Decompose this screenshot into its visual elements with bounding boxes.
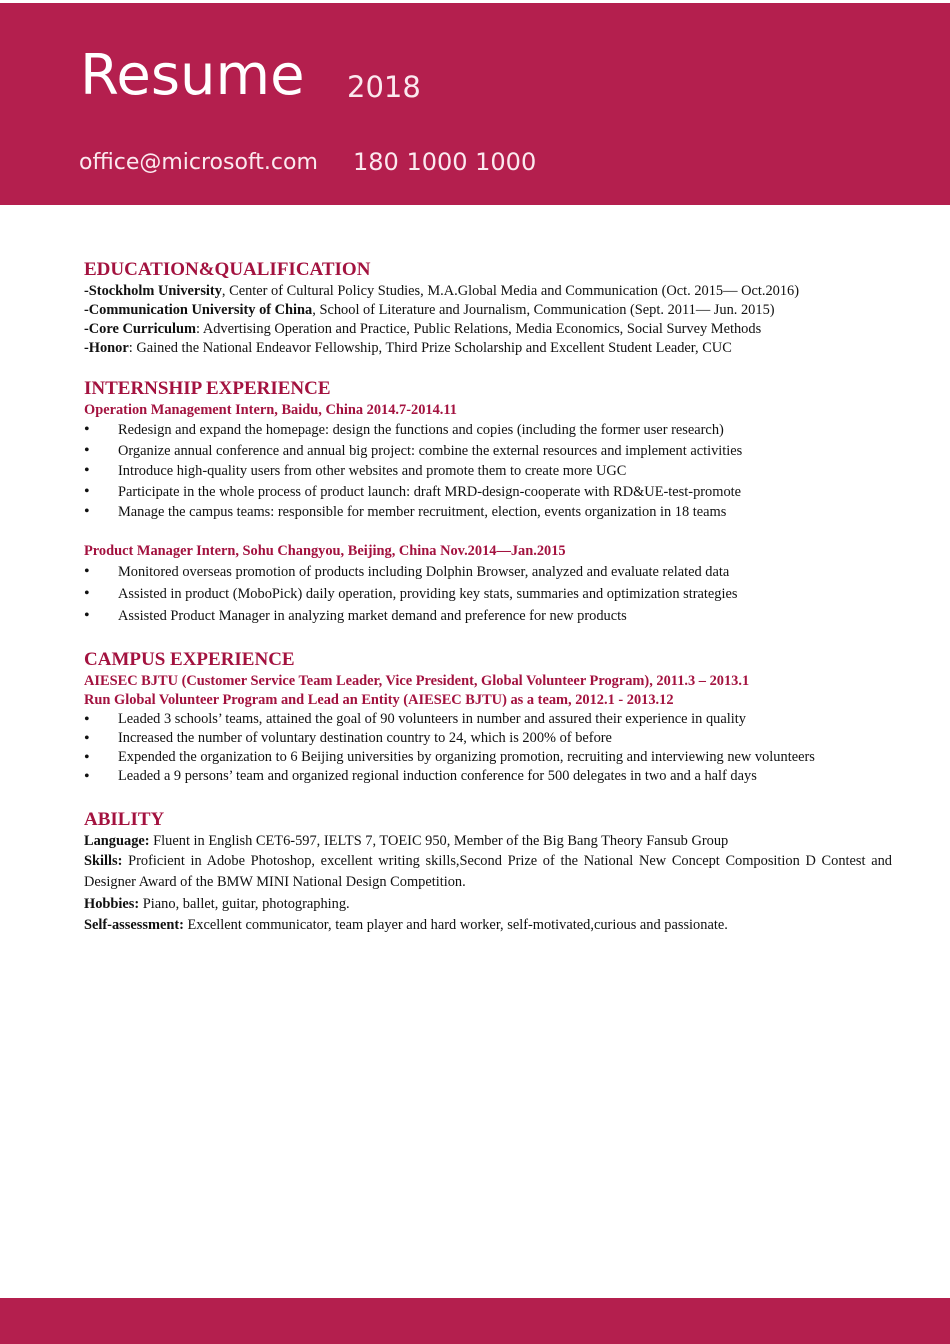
- page-title: Resume: [80, 43, 305, 108]
- list-item: • Expended the organization to 6 Beijing universities by organizing promotion, recruiting and interviewing new volunteers: [84, 748, 892, 767]
- ability-hobbies: [84, 894, 892, 916]
- list-item: • Leaded a 9 persons’ team and organized regional induction conference for 500 delegates in two and a half days: [84, 767, 892, 786]
- education-section: [84, 258, 892, 358]
- campus-bullets: [84, 710, 892, 786]
- ability-text: Proficient in Adobe Photoshop, excellent writing skills,Second Prize of the National New Concept Composition D Contest and Designer Award of the BMW MINI National Design Competition.: [84, 852, 892, 890]
- internship-section: [84, 377, 892, 627]
- education-line-label: -Communication University of China: [84, 302, 313, 318]
- internship-heading: INTERNSHIP EXPERIENCE: [84, 378, 331, 399]
- campus-title: AIESEC BJTU (Customer Service Team Leader, Vice President, Global Volunteer Program), 2011.3 – 2013.1: [84, 672, 750, 689]
- list-item: • Redesign and expand the homepage: design the functions and copies (including the former user research): [84, 420, 892, 441]
- job-title-sohu: Product Manager Intern, Sohu Changyou, Beijing, China Nov.2014—Jan.2015: [84, 542, 566, 559]
- ability-label: Skills:: [84, 852, 123, 869]
- campus-section: [84, 648, 892, 786]
- education-line: [84, 320, 892, 339]
- contact-email: office@microsoft.com: [79, 150, 318, 175]
- header-band: [0, 3, 950, 205]
- list-item: • Increased the number of voluntary destination country to 24, which is 200% of before: [84, 729, 892, 748]
- list-item: • Participate in the whole process of product launch: draft MRD-design-cooperate with RD&UE-test-promote: [84, 482, 892, 503]
- ability-section: [84, 808, 892, 937]
- list-item: • Leaded 3 schools’ teams, attained the goal of 90 volunteers in number and assured their experience in quality: [84, 710, 892, 729]
- list-item: • Organize annual conference and annual big project: combine the external resources and implement activities: [84, 441, 892, 462]
- ability-label: Language:: [84, 832, 150, 849]
- list-item: • Monitored overseas promotion of products including Dolphin Browser, analyzed and evaluate related data: [84, 561, 892, 583]
- resume-body: [84, 258, 892, 937]
- job-bullets-sohu: [84, 561, 892, 627]
- list-item: • Introduce high-quality users from other websites and promote them to create more UGC: [84, 461, 892, 482]
- education-line: [84, 301, 892, 320]
- contact-phone: 180 1000 1000: [353, 148, 537, 176]
- list-item: • Assisted in product (MoboPick) daily operation, providing key stats, summaries and optimization strategies: [84, 583, 892, 605]
- education-line-text: : Gained the National Endeavor Fellowship, Third Prize Scholarship and Excellent Student Leader, CUC: [128, 340, 732, 356]
- education-line-text: , School of Literature and Journalism, Communication (Sept. 2011— Jun. 2015): [312, 302, 775, 318]
- job-bullets-baidu: [84, 420, 892, 523]
- footer-band: [0, 1298, 950, 1344]
- ability-heading: ABILITY: [84, 808, 165, 830]
- ability-text: Excellent communicator, team player and hard worker, self-motivated,curious and passionate.: [183, 917, 728, 933]
- education-line: [84, 282, 892, 301]
- education-line-label: -Stockholm University: [84, 283, 222, 299]
- education-line-text: , Center of Cultural Policy Studies, M.A.Global Media and Communication (Oct. 2015— Oct.2016): [221, 283, 800, 299]
- education-heading: EDUCATION&QUALIFICATION: [84, 259, 371, 280]
- education-line-label: -Honor: [84, 340, 129, 356]
- ability-label: Self-assessment:: [84, 917, 184, 933]
- education-line-label: -Core Curriculum: [84, 321, 197, 337]
- ability-self-assessment: [84, 915, 892, 937]
- list-item: • Manage the campus teams: responsible for member recruitment, election, events organization in 18 teams: [84, 502, 892, 523]
- campus-title: Run Global Volunteer Program and Lead an Entity (AIESEC BJTU) as a team, 2012.1 - 2013.12: [84, 691, 674, 708]
- list-item: • Assisted Product Manager in analyzing market demand and preference for new products: [84, 605, 892, 627]
- ability-label: Hobbies:: [84, 895, 140, 912]
- education-line-text: : Advertising Operation and Practice, Public Relations, Media Economics, Social Survey Methods: [196, 321, 762, 337]
- job-title-baidu: Operation Management Intern, Baidu, China 2014.7-2014.11: [84, 402, 457, 418]
- campus-heading: CAMPUS EXPERIENCE: [84, 648, 295, 670]
- ability-text: Piano, ballet, guitar, photographing.: [139, 895, 350, 912]
- ability-language: [84, 832, 892, 851]
- resume-year: 2018: [347, 70, 421, 104]
- ability-skills: [84, 851, 892, 894]
- ability-text: Fluent in English CET6-597, IELTS 7, TOEIC 950, Member of the Big Bang Theory Fansub Group: [149, 832, 729, 849]
- education-line: [84, 339, 892, 358]
